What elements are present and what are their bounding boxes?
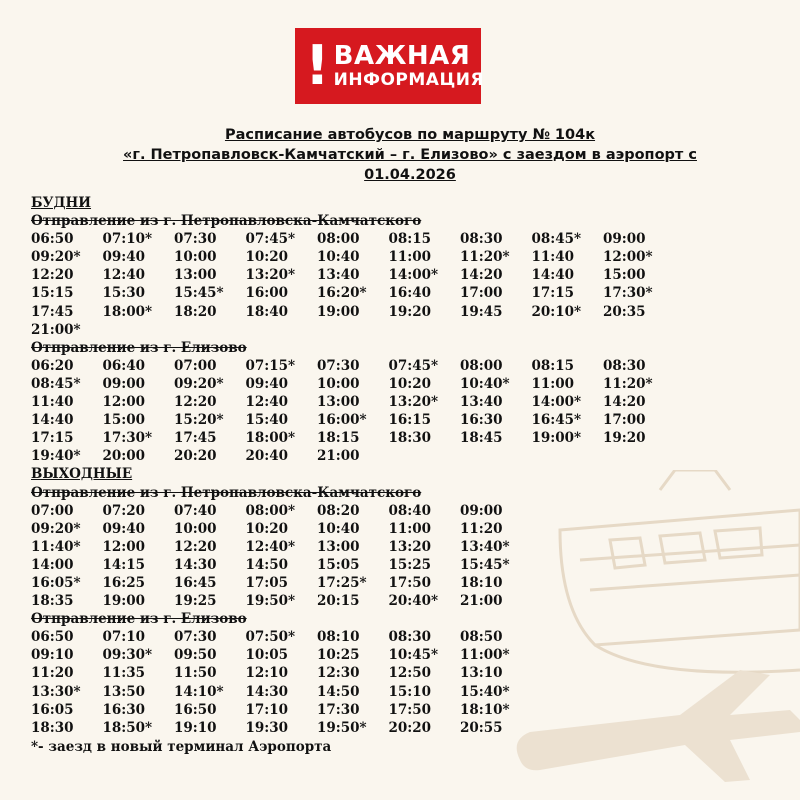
departure-time: 18:10 (460, 574, 503, 591)
departure-time: 14:30 (174, 556, 217, 573)
departure-time: 19:20 (603, 430, 646, 447)
departure-time: 14:15 (102, 556, 146, 573)
departure-time: 19:40* (31, 448, 81, 465)
departure-time: 13:30* (31, 683, 81, 700)
departure-time: 14:10* (174, 683, 224, 700)
departure-time: 11:35 (102, 665, 146, 682)
departure-time: 11:20* (603, 375, 653, 392)
departure-time: 17:05 (245, 574, 289, 591)
time-row (31, 701, 731, 719)
weekdays-from-elizovo-heading: Отправление из г. Елизово (31, 339, 247, 356)
departure-time: 20:10* (531, 303, 582, 320)
departure-time: 09:00 (102, 375, 146, 392)
time-row (31, 664, 731, 682)
departure-time: 16:30 (102, 701, 146, 718)
departure-time: 17:30* (102, 430, 153, 447)
departure-time: 08:20 (317, 502, 360, 519)
departure-time: 10:20 (388, 375, 432, 392)
departure-time: 19:10 (174, 719, 217, 736)
time-row (31, 719, 731, 737)
departure-time: 20:35 (603, 303, 646, 320)
departure-time: 15:25 (388, 556, 432, 573)
departure-time: 15:20* (174, 412, 224, 429)
time-row (31, 447, 731, 465)
departure-time: 09:30* (102, 647, 153, 664)
departure-time: 17:30* (603, 285, 653, 302)
departure-time: 21:00* (31, 321, 81, 338)
departure-time: 14:40 (31, 412, 74, 429)
departure-time: 20:00 (102, 448, 146, 465)
departure-time: 15:10 (388, 683, 432, 700)
departure-time: 16:00* (317, 412, 367, 429)
departure-time: 13:40 (460, 394, 503, 411)
departure-time: 20:15 (317, 593, 360, 610)
time-row (31, 248, 731, 266)
departure-time: 08:30 (460, 231, 503, 248)
departure-time: 12:20 (174, 394, 217, 411)
departure-time: 15:05 (317, 556, 360, 573)
departure-time: 20:40 (245, 448, 289, 465)
footnote: *- заезд в новый терминал Аэропорта (31, 738, 332, 755)
time-row (31, 628, 731, 646)
departure-time: 16:45 (174, 574, 217, 591)
time-row (31, 284, 731, 302)
departure-time: 15:45* (460, 556, 510, 573)
departure-time: 17:45 (31, 303, 74, 320)
departure-time: 08:30 (388, 629, 432, 646)
departure-time: 12:40* (245, 538, 296, 555)
departure-time: 15:00 (603, 267, 646, 284)
departure-time: 07:00 (174, 357, 217, 374)
departure-time: 09:10 (31, 647, 74, 664)
departure-time: 13:00 (317, 394, 360, 411)
departure-time: 20:20 (388, 719, 432, 736)
departure-time: 20:55 (460, 719, 503, 736)
departure-time: 12:30 (317, 665, 360, 682)
departure-time: 13:20* (388, 394, 439, 411)
departure-time: 07:10* (102, 231, 153, 248)
time-row (31, 574, 731, 592)
weekends-from-elizovo-heading: Отправление из г. Елизово (31, 611, 247, 628)
departure-time: 08:45* (31, 375, 81, 392)
time-row (31, 538, 731, 556)
departure-time: 17:00 (603, 412, 646, 429)
departure-time: 13:40 (317, 267, 360, 284)
departure-time: 18:30 (31, 719, 74, 736)
departure-time: 18:50* (102, 719, 153, 736)
departure-time: 15:30 (102, 285, 146, 302)
departure-time: 16:40 (388, 285, 432, 302)
time-row (31, 303, 731, 321)
departure-time: 10:45* (388, 647, 439, 664)
departure-time: 07:15* (245, 357, 296, 374)
time-row (31, 556, 731, 574)
time-row (31, 520, 731, 538)
important-info-banner (295, 28, 485, 104)
departure-time: 08:15 (388, 231, 432, 248)
banner-line-2: ИНФОРМАЦИЯ (333, 70, 485, 90)
departure-time: 16:50 (174, 701, 217, 718)
departure-time: 07:30 (174, 629, 217, 646)
departure-time: 07:10 (102, 629, 146, 646)
departure-time: 17:15 (531, 285, 575, 302)
weekends-heading: ВЫХОДНЫЕ (31, 466, 133, 483)
departure-time: 19:00 (317, 303, 360, 320)
departure-time: 14:50 (245, 556, 289, 573)
departure-time: 15:00 (102, 412, 146, 429)
departure-time: 13:20* (245, 267, 296, 284)
schedule-content (31, 194, 731, 757)
departure-time: 19:30 (245, 719, 289, 736)
weekdays-from-elizovo-times (31, 357, 731, 466)
departure-time: 08:00 (317, 231, 360, 248)
departure-time: 15:40* (460, 683, 510, 700)
weekends-from-petropavlovsk-times (31, 502, 731, 611)
time-row (31, 411, 731, 429)
departure-time: 14:20 (603, 394, 646, 411)
time-row (31, 502, 731, 520)
departure-time: 13:00 (174, 267, 217, 284)
departure-time: 19:50* (317, 719, 367, 736)
departure-time: 12:10 (245, 665, 289, 682)
departure-time: 08:00 (460, 357, 503, 374)
departure-time: 20:20 (174, 448, 217, 465)
departure-time: 07:00 (31, 502, 74, 519)
departure-time: 11:00 (531, 375, 575, 392)
departure-time: 12:50 (388, 665, 432, 682)
departure-time: 18:45 (460, 430, 503, 447)
departure-time: 11:40 (531, 249, 575, 266)
departure-time: 18:00* (245, 430, 296, 447)
exclamation-icon: ! (305, 34, 330, 97)
departure-time: 09:40 (102, 520, 146, 537)
weekdays-from-petropavlovsk-heading: Отправление из г. Петропавловска-Камчатского (31, 213, 422, 230)
time-row (31, 683, 731, 701)
schedule-title (60, 125, 760, 185)
departure-time: 09:20* (31, 520, 81, 537)
departure-time: 11:40* (31, 538, 81, 555)
weekdays-from-petropavlovsk-times (31, 230, 731, 339)
departure-time: 21:00 (317, 448, 360, 465)
weekends-from-petropavlovsk-heading: Отправление из г. Петропавловска-Камчатского (31, 484, 422, 501)
departure-time: 12:40 (245, 394, 289, 411)
departure-time: 17:50 (388, 574, 432, 591)
departure-time: 11:00 (388, 520, 432, 537)
departure-time: 07:40 (174, 502, 217, 519)
departure-time: 16:05 (31, 701, 74, 718)
departure-time: 14:40 (531, 267, 575, 284)
departure-time: 06:40 (102, 357, 146, 374)
departure-time: 17:10 (245, 701, 289, 718)
departure-time: 08:40 (388, 502, 432, 519)
departure-time: 11:20* (460, 249, 510, 266)
departure-time: 11:20 (460, 520, 503, 537)
departure-time: 14:00* (388, 267, 439, 284)
departure-time: 13:50 (102, 683, 146, 700)
departure-time: 21:00 (460, 593, 503, 610)
departure-time: 08:50 (460, 629, 503, 646)
departure-time: 12:20 (31, 267, 74, 284)
departure-time: 09:40 (245, 375, 289, 392)
time-row (31, 592, 731, 610)
departure-time: 10:20 (245, 249, 289, 266)
departure-time: 07:45* (245, 231, 296, 248)
departure-time: 14:00* (531, 394, 582, 411)
departure-time: 19:00* (531, 430, 582, 447)
departure-time: 15:15 (31, 285, 74, 302)
departure-time: 18:15 (317, 430, 360, 447)
time-row (31, 321, 731, 339)
departure-time: 19:50* (245, 593, 296, 610)
time-row (31, 646, 731, 664)
departure-time: 06:50 (31, 629, 74, 646)
time-row (31, 230, 731, 248)
departure-time: 16:45* (531, 412, 582, 429)
departure-time: 10:40 (317, 249, 360, 266)
departure-time: 15:45* (174, 285, 224, 302)
departure-time: 06:50 (31, 231, 74, 248)
departure-time: 16:05* (31, 574, 81, 591)
departure-time: 10:05 (245, 647, 289, 664)
departure-time: 08:00* (245, 502, 296, 519)
departure-time: 06:20 (31, 357, 74, 374)
departure-time: 12:00 (102, 394, 146, 411)
weekdays-heading: БУДНИ (31, 195, 92, 211)
departure-time: 07:30 (317, 357, 360, 374)
departure-time: 16:30 (460, 412, 503, 429)
departure-time: 17:15 (31, 430, 74, 447)
departure-time: 13:00 (317, 538, 360, 555)
departure-time: 09:20* (174, 375, 224, 392)
departure-time: 11:50 (174, 665, 217, 682)
departure-time: 08:15 (531, 357, 575, 374)
departure-time: 07:45* (388, 357, 439, 374)
departure-time: 13:40* (460, 538, 510, 555)
departure-time: 11:00 (388, 249, 432, 266)
departure-time: 11:00* (460, 647, 510, 664)
departure-time: 16:00 (245, 285, 289, 302)
departure-time: 18:30 (388, 430, 432, 447)
departure-time: 13:10 (460, 665, 503, 682)
departure-time: 18:00* (102, 303, 153, 320)
title-line-1: Расписание автобусов по маршруту № 104к (224, 127, 596, 143)
departure-time: 09:50 (174, 647, 217, 664)
departure-time: 08:45* (531, 231, 582, 248)
departure-time: 11:40 (31, 394, 74, 411)
departure-time: 10:00 (174, 249, 217, 266)
departure-time: 18:10* (460, 701, 510, 718)
departure-time: 18:20 (174, 303, 217, 320)
departure-time: 18:40 (245, 303, 289, 320)
departure-time: 10:40* (460, 375, 510, 392)
departure-time: 19:25 (174, 593, 217, 610)
departure-time: 19:00 (102, 593, 146, 610)
departure-time: 10:00 (174, 520, 217, 537)
departure-time: 17:30 (317, 701, 360, 718)
departure-time: 15:40 (245, 412, 289, 429)
departure-time: 12:00* (603, 249, 653, 266)
departure-time: 17:25* (317, 574, 367, 591)
time-row (31, 266, 731, 284)
departure-time: 18:35 (31, 593, 74, 610)
departure-time: 09:00 (603, 231, 646, 248)
departure-time: 08:30 (603, 357, 646, 374)
time-row (31, 393, 731, 411)
departure-time: 12:40 (102, 267, 146, 284)
departure-time: 12:00 (102, 538, 146, 555)
departure-time: 14:00 (31, 556, 74, 573)
departure-time: 11:20 (31, 665, 74, 682)
departure-time: 14:30 (245, 683, 289, 700)
departure-time: 10:00 (317, 375, 360, 392)
departure-time: 17:45 (174, 430, 217, 447)
departure-time: 17:00 (460, 285, 503, 302)
departure-time: 12:20 (174, 538, 217, 555)
departure-time: 19:45 (460, 303, 503, 320)
departure-time: 14:50 (317, 683, 360, 700)
time-row (31, 357, 731, 375)
departure-time: 07:30 (174, 231, 217, 248)
departure-time: 19:20 (388, 303, 432, 320)
departure-time: 13:20 (388, 538, 432, 555)
departure-time: 10:25 (317, 647, 360, 664)
title-line-2: «г. Петропавловск-Камчатский – г. Елизово» с заездом в аэропорт с (123, 147, 697, 163)
departure-time: 16:25 (102, 574, 146, 591)
time-row (31, 429, 731, 447)
weekends-from-elizovo-times (31, 628, 731, 737)
departure-time: 07:20 (102, 502, 146, 519)
departure-time: 10:20 (245, 520, 289, 537)
departure-time: 17:50 (388, 701, 432, 718)
departure-time: 07:50* (245, 629, 296, 646)
departure-time: 09:20* (31, 249, 81, 266)
departure-time: 09:40 (102, 249, 146, 266)
departure-time: 16:20* (317, 285, 367, 302)
title-line-3: 01.04.2026 (364, 167, 456, 183)
departure-time: 10:40 (317, 520, 360, 537)
departure-time: 08:10 (317, 629, 360, 646)
departure-time: 16:15 (388, 412, 432, 429)
departure-time: 14:20 (460, 267, 503, 284)
departure-time: 09:00 (460, 502, 503, 519)
departure-time: 20:40* (388, 593, 439, 610)
banner-line-1: ВАЖНАЯ (333, 41, 471, 71)
time-row (31, 375, 731, 393)
